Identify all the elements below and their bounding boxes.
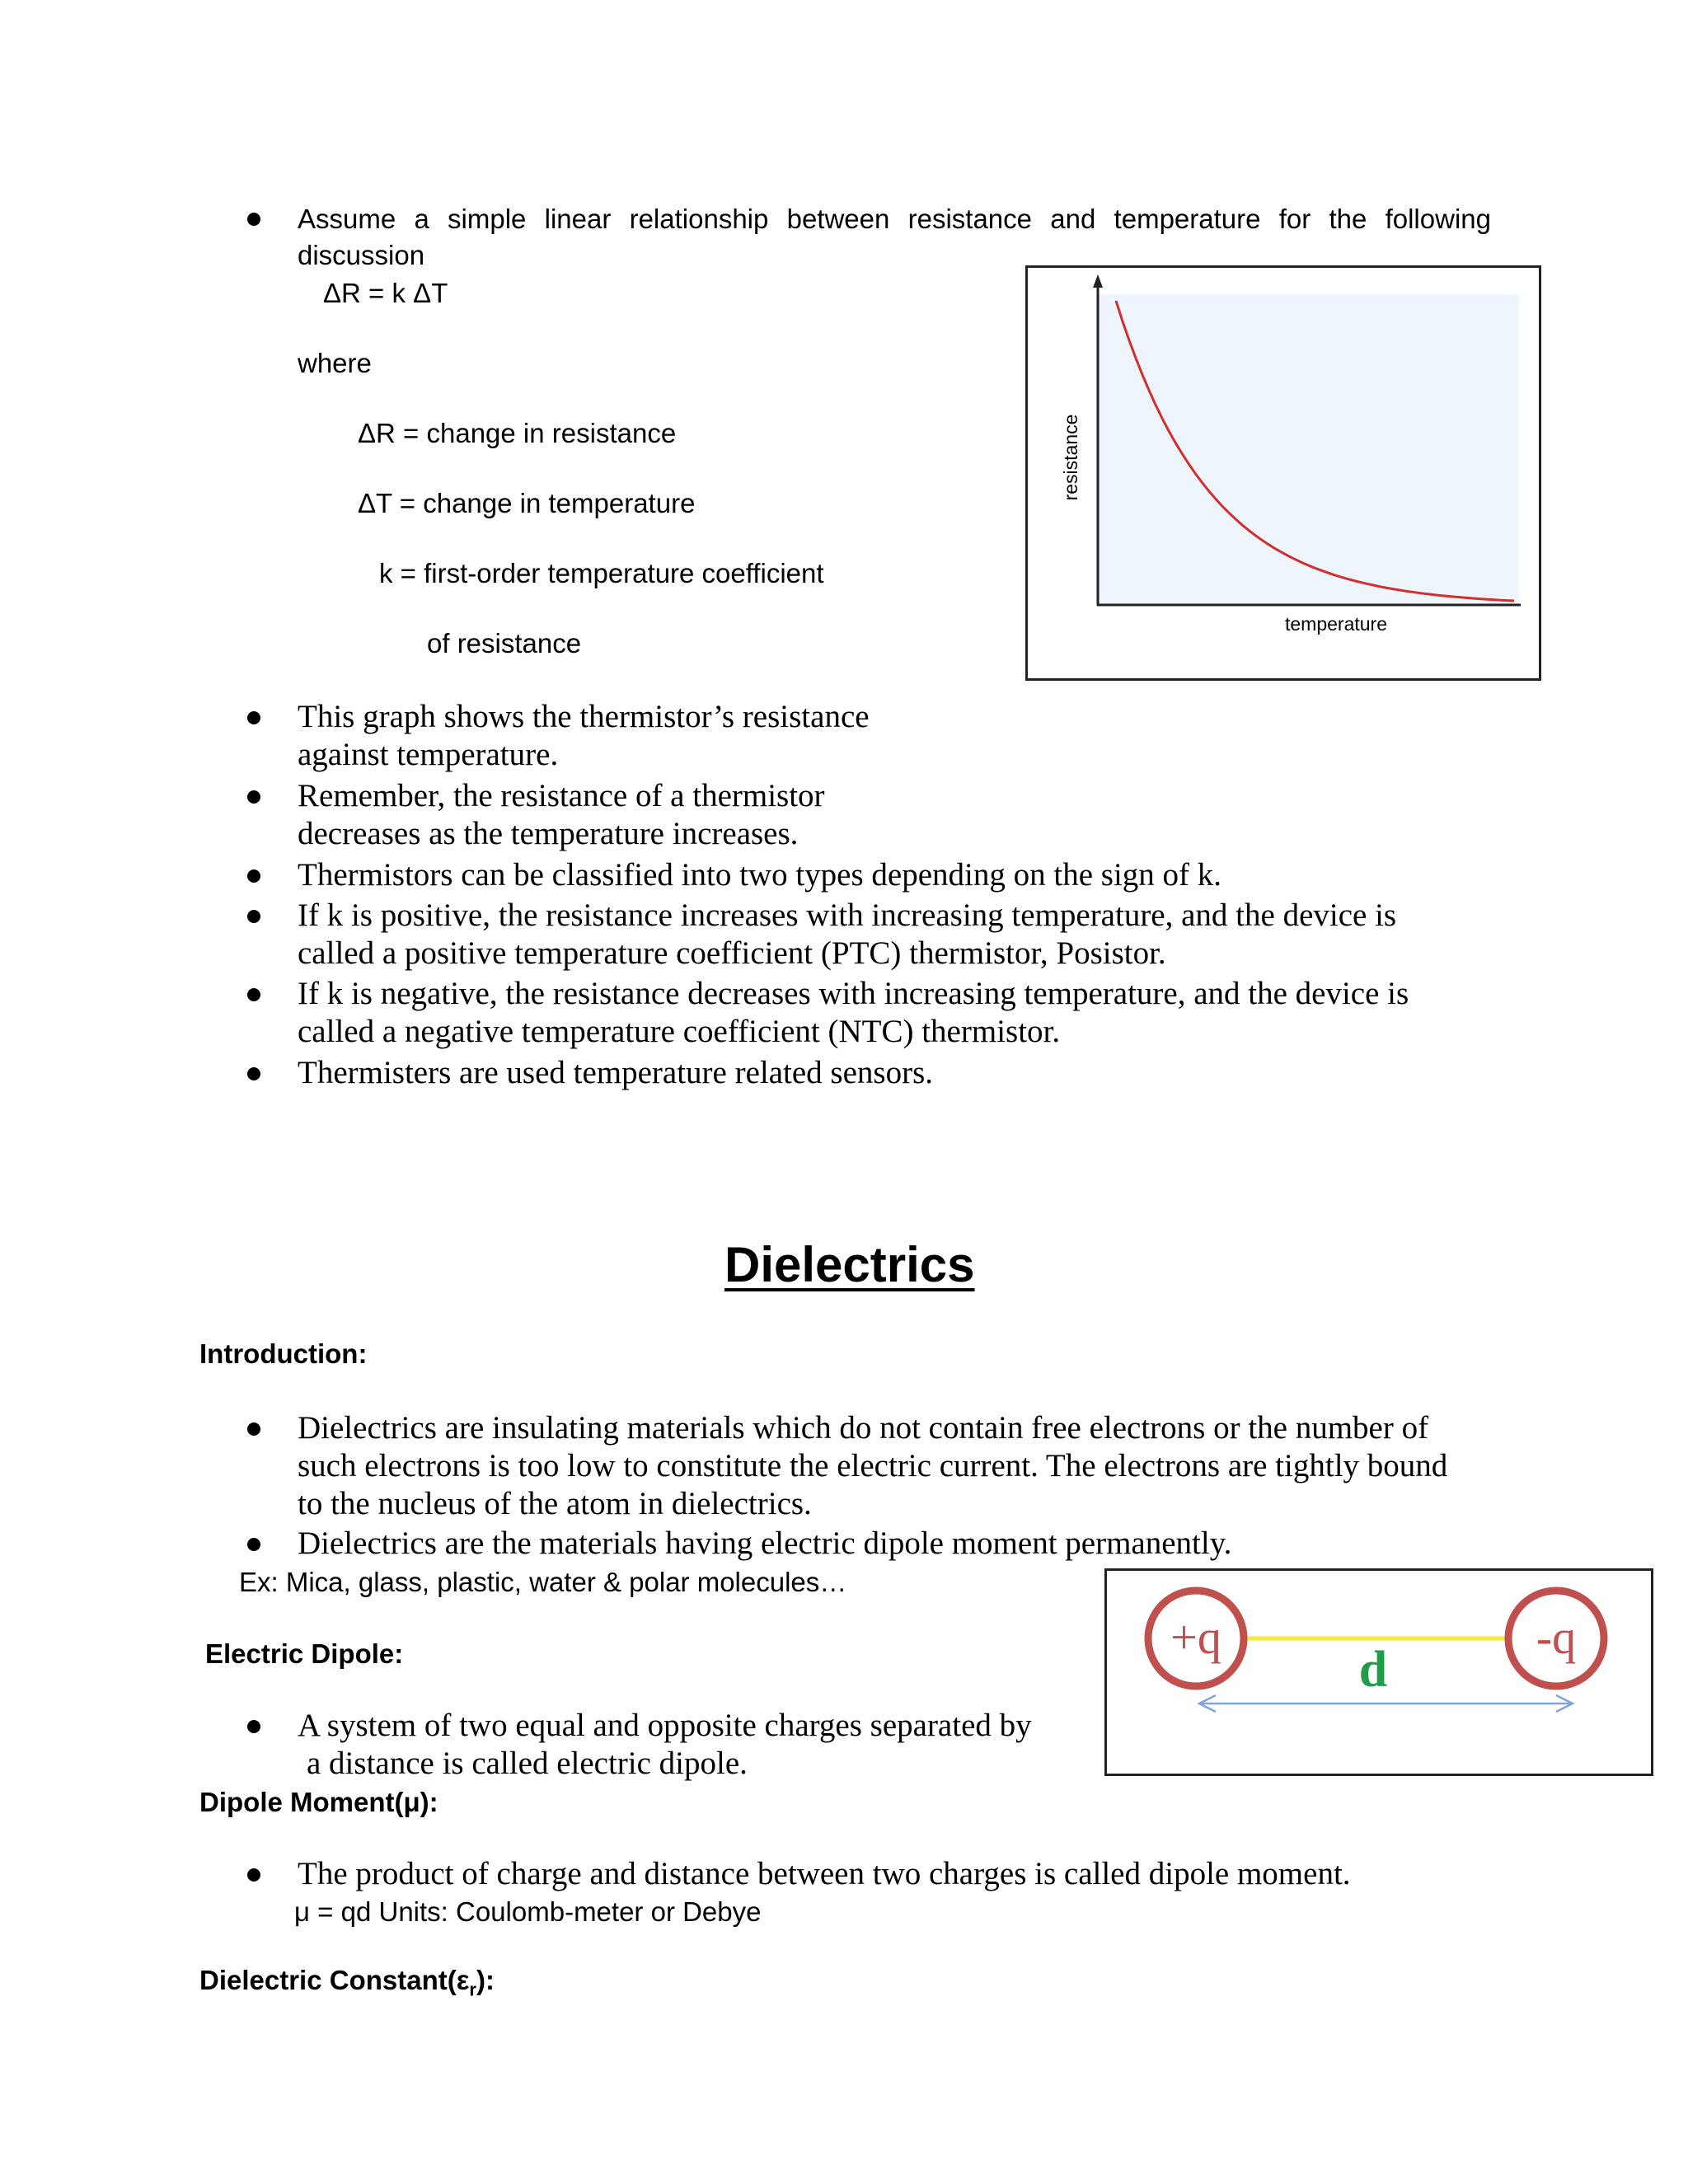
graph-svg <box>1028 268 1539 678</box>
dielectric-constant-heading-close: ): <box>476 1965 495 1995</box>
examples-line: Ex: Mica, glass, plastic, water & polar molecules… <box>239 1567 847 1597</box>
dipole-moment-formula: μ = qd Units: Coulomb-meter or Debye <box>294 1896 762 1927</box>
bullet <box>247 910 260 923</box>
dielectric-constant-heading <box>199 1965 495 2001</box>
electric-dipole-heading: Electric Dipole: <box>205 1638 404 1669</box>
bullet <box>247 1720 260 1733</box>
definition-k-cont: of resistance <box>427 628 582 658</box>
bullet-ptc-line1: If k is positive, the resistance increases with increasing temperature, and the device is <box>298 898 1397 933</box>
distance-label: d <box>1358 1642 1388 1698</box>
intro-line-1: Assume a simple linear relationship between resistance and temperature for the following <box>298 204 1491 234</box>
negative-charge-label: -q <box>1536 1610 1577 1664</box>
bullet-ntc-line1: If k is negative, the resistance decreases with increasing temperature, and the device is <box>298 976 1409 1011</box>
bullet-graph-line2: against temperature. <box>298 737 559 772</box>
bullet-ntc-line2: called a negative temperature coefficient (NTC) thermistor. <box>298 1014 1061 1049</box>
definition-k: k = first-order temperature coefficient <box>379 558 824 588</box>
bullet <box>247 1422 260 1436</box>
x-axis-label: temperature <box>1284 613 1388 635</box>
dipole-moment-heading: Dipole Moment(μ): <box>199 1787 438 1817</box>
dipole-bullet-line2: a distance is called electric dipole. <box>307 1746 748 1781</box>
intro-bullet1-line1: Dielectrics are insulating materials which do not contain free electrons or the number of <box>298 1410 1429 1446</box>
bullet <box>247 1067 260 1080</box>
bullet-remember-line1: Remember, the resistance of a thermistor <box>298 778 825 813</box>
bullet <box>247 711 260 724</box>
y-axis-label: resistance <box>1060 414 1081 501</box>
bullet <box>247 1868 260 1882</box>
dipole-moment-bullet: The product of charge and distance between two charges is called dipole moment. <box>298 1856 1351 1891</box>
dielectric-constant-heading-text: Dielectric Constant(ε <box>199 1965 470 1995</box>
introduction-heading: Introduction: <box>199 1338 368 1369</box>
page-title: Dielectrics <box>724 1237 975 1292</box>
dipole-diagram <box>1104 1568 1653 1776</box>
bullet <box>247 988 260 1001</box>
intro-bullet1-line2: such electrons is too low to constitute the electric current. The electrons are tightly bound <box>298 1448 1448 1483</box>
resistance-temperature-graph <box>1025 265 1541 681</box>
intro-bullet2: Dielectrics are the materials having electric dipole moment permanently. <box>298 1526 1232 1561</box>
definition-delta-r: ΔR = change in resistance <box>358 418 677 448</box>
bullet-sensors: Thermisters are used temperature related sensors. <box>298 1055 934 1090</box>
bullet <box>247 213 260 226</box>
formula: ΔR = k ΔT <box>323 278 448 308</box>
bullet <box>247 1538 260 1551</box>
definition-delta-t: ΔT = change in temperature <box>358 488 696 518</box>
bullet-graph-line1: This graph shows the thermistor’s resistance <box>298 699 870 734</box>
plot-area <box>1099 294 1519 604</box>
bullet-remember-line2: decreases as the temperature increases. <box>298 816 799 851</box>
bullet <box>247 869 260 883</box>
distance-arrow <box>1199 1695 1573 1712</box>
bullet <box>247 790 260 804</box>
y-axis-arrow <box>1093 274 1103 288</box>
dipole-bullet-line1: A system of two equal and opposite charges separated by <box>298 1708 1032 1743</box>
intro-line-2: discussion <box>298 240 425 270</box>
intro-bullet1-line3: to the nucleus of the atom in dielectrics. <box>298 1486 812 1521</box>
where-label: where <box>298 348 372 378</box>
bullet-classified: Thermistors can be classified into two types depending on the sign of k. <box>298 857 1222 893</box>
subscript-r: r <box>469 1979 476 2000</box>
dipole-svg <box>1107 1571 1651 1774</box>
bullet-ptc-line2: called a positive temperature coefficient (PTC) thermistor, Posistor. <box>298 935 1166 971</box>
positive-charge-label: +q <box>1170 1610 1221 1664</box>
